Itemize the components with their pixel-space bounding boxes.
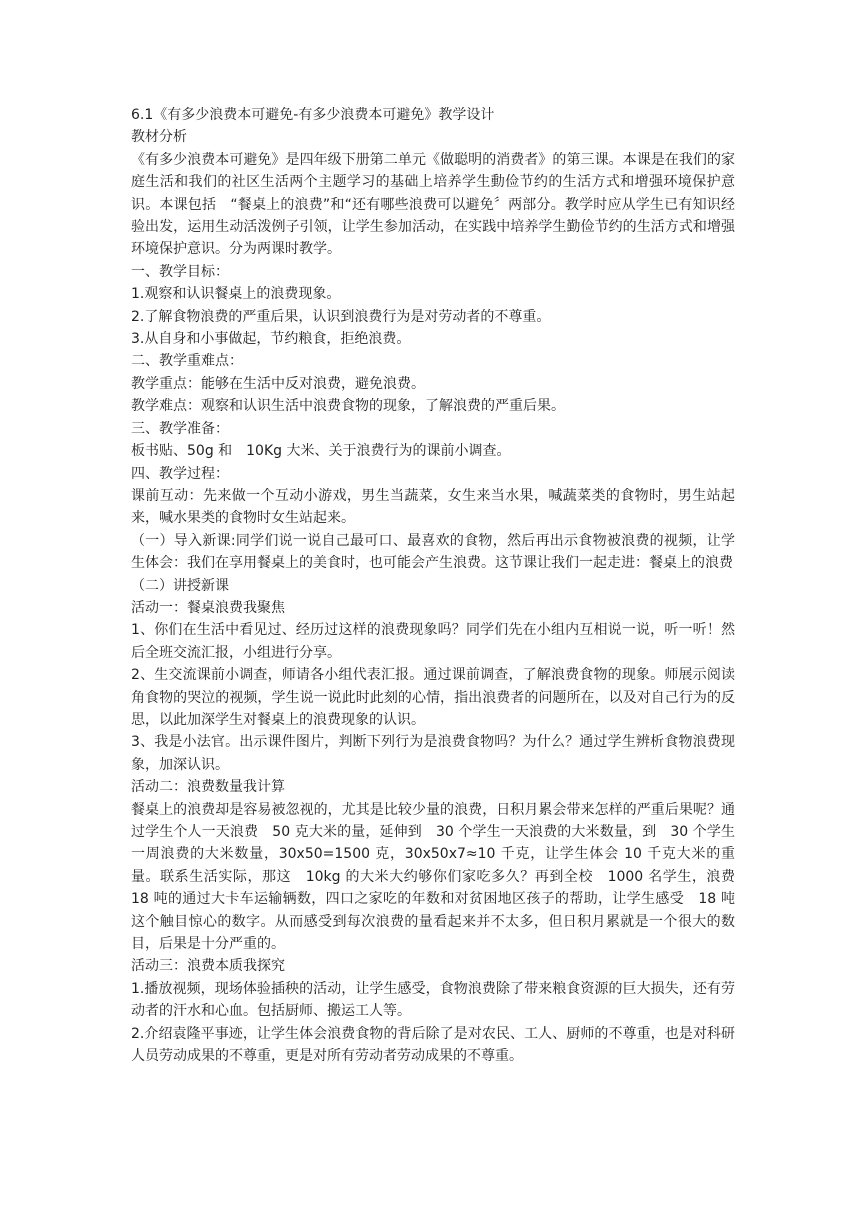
list-item: 1.播放视频，现场体验插秧的活动，让学生感受，食物浪费除了带来粮食资源的巨大损失，还有劳动者的汗水和心血。包括厨师、搬运工人等。	[131, 980, 735, 1020]
section-heading: 一、教学目标：	[131, 263, 229, 280]
paragraph: 教学重点：能够在生活中反对浪费，避免浪费。	[131, 375, 425, 392]
document-body	[131, 104, 749, 1067]
paragraph: 餐桌上的浪费却是容易被忽视的，尤其是比较少量的浪费，日积月累会带来怎样的严重后果呢？通过学生个人一天浪费 50 克大米的量，延伸到 30 个学生一天浪费的大米数量，到 30 个学生一周浪费的大米数量，30x50=1500 克，30x50x7≈10 千克，让学生体会 10 千克大米的重量。联系生活实际，那这 10kg 的大米大约够你们家吃多久？再到全校 1000 名学生，浪费 18 吨的通过大卡车运输辆数，四口之家吃的年数和对贫困地区孩子的帮助，让学生感受 18 吨这个触目惊心的数字。从而感受到每次浪费的量看起来并不太多，但日积月累就是一个很大的数目，后果是十分严重的。	[131, 801, 749, 953]
subsection-heading: （二）讲授新课	[131, 577, 229, 594]
list-item: 2.介绍袁隆平事迹，让学生体会浪费食物的背后除了是对农民、工人、厨师的不尊重，也是对科研人员劳动成果的不尊重，更是对所有劳动者劳动成果的不尊重。	[131, 1025, 735, 1065]
list-item: 1、你们在生活中看见过、经历过这样的浪费现象吗？同学们先在小组内互相说一说，听一听！然后全班交流汇报，小组进行分享。	[131, 622, 735, 661]
section-heading: 二、教学重难点：	[131, 353, 243, 370]
paragraph: 板书贴、50g 和 10Kg 大米、关于浪费行为的课前小调查。	[131, 443, 511, 460]
section-heading: 三、教学准备：	[131, 420, 229, 437]
paragraph: 教学难点：观察和认识生活中浪费食物的现象，了解浪费的严重后果。	[131, 398, 565, 415]
section-heading: 四、教学过程：	[131, 465, 229, 482]
list-item: 3.从自身和小事做起，节约粮食，拒绝浪费。	[131, 331, 411, 348]
list-item: 2.了解食物浪费的严重后果，认识到浪费行为是对劳动者的不尊重。	[131, 308, 551, 325]
document-title: 6.1《有多少浪费本可避免-有多少浪费本可避免》教学设计	[131, 107, 495, 123]
paragraph: 课前互动：先来做一个互动小游戏，男生当蔬菜，女生来当水果，喊蔬菜类的食物时，男生站起来，喊水果类的食物时女生站起来。	[131, 487, 735, 527]
list-item: 2、生交流课前小调查，师请各小组代表汇报。通过课前调查，了解浪费食物的现象。师展示阅读角食物的哭泣的视频，学生说一说此时此刻的心情，指出浪费者的问题所在，以及对自己行为的反思，以此加深学生对餐桌上的浪费现象的认识。	[131, 667, 735, 728]
activity-heading: 活动二：浪费数量我计算	[131, 779, 285, 796]
paragraph: 《有多少浪费本可避免》是四年级下册第二单元《做聪明的消费者》的第三课。本课是在我们的家庭生活和我们的社区生活两个主题学习的基础上培养学生動俭节约的生活方式和增强环境保护意识。本课包括 “餐桌上的浪费”和“还有哪些浪费可以避免〞两部分。教学时应从学生已有知识经验出发，运用生动活泼例子引领，让学生参加活动，在实践中培养学生勤俭节约的生活方式和增强环境保护意识。分为两课时教学。	[131, 151, 735, 258]
activity-heading: 活动一：餐桌浪费我聚焦	[131, 599, 285, 616]
list-item: 3、我是小法官。出示课件图片，判断下列行为是浪费食物吗？为什么？通过学生辨析食物浪费现象，加深认识。	[131, 734, 735, 773]
activity-heading: 活动三：浪费本质我探究	[131, 958, 285, 975]
section-heading: 教材分析	[131, 129, 187, 146]
list-item: 1.观察和认识餐桌上的浪费现象。	[131, 286, 341, 303]
paragraph: （一）导入新课:同学们说一说自己最可口、最喜欢的食物，然后再出示食物被浪费的视频，让学生体会：我们在享用餐桌上的美食时，也可能会产生浪费。这节课让我们一起走进：餐桌上的浪费	[131, 532, 735, 572]
